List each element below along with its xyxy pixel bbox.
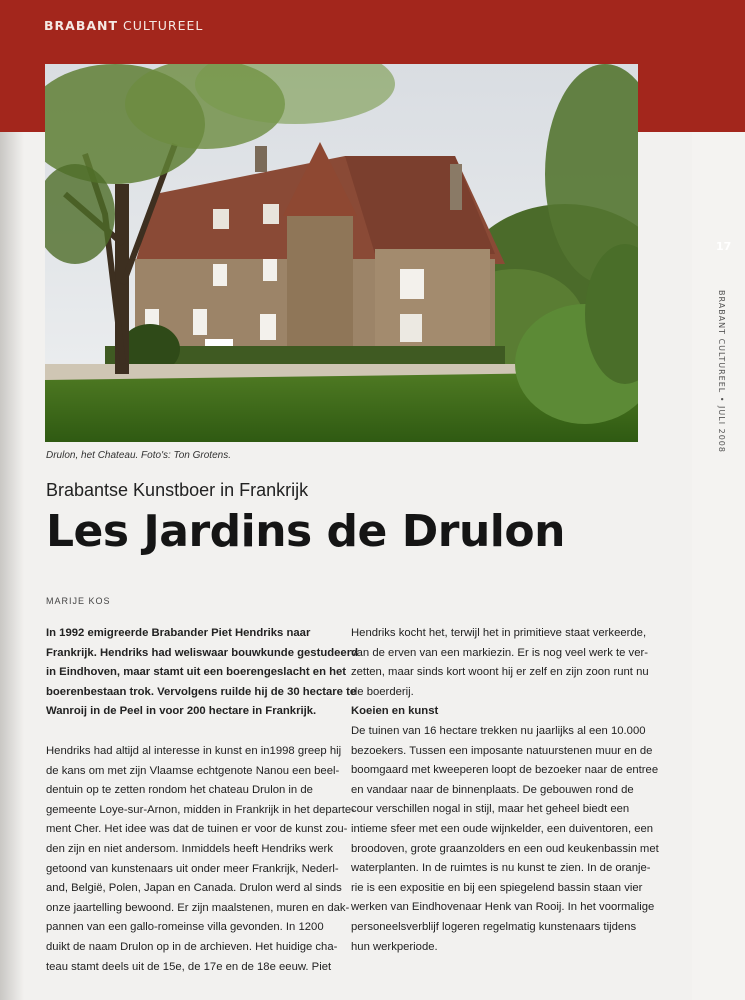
body-line: personeelsverblijf logeren regelmatig kunstenaars tijdens xyxy=(351,920,637,933)
body-line: intieme sfeer met een oude wijnkelder, een duiventoren, een xyxy=(351,822,654,835)
body-line: gemeente Loye-sur-Arnon, midden in Frankrijk in het departe- xyxy=(46,803,355,816)
body-line: pannen van een gallo-romeinse villa gevonden. In 1200 xyxy=(46,921,324,934)
left-column xyxy=(46,624,359,977)
body-line: de kans om met zijn Vlaamse echtgenote Nanou een beel- xyxy=(46,764,340,777)
body-line: waterplanten. In de ruimtes is nu kunst te zien. In de oranje- xyxy=(351,862,651,875)
lead-line: Frankrijk. Hendriks had weliswaar bouwkunde gestudeerd xyxy=(46,646,359,659)
lead-line: In 1992 emigreerde Brabander Piet Hendriks naar xyxy=(46,627,311,639)
body-line: hun werkperiode. xyxy=(351,940,438,953)
article-author: MARIJE KOS xyxy=(46,596,111,606)
chateau-illustration xyxy=(45,64,638,442)
body-paragraph-right-intro xyxy=(351,624,651,702)
section-subhead: Koeien en kunst xyxy=(351,705,439,718)
body-line: and, België, Polen, Japan en Canada. Drulon werd al sinds xyxy=(46,882,342,895)
body-line: boomgaard met kweeperen loopt de bezoeker naar de entree xyxy=(351,764,659,777)
body-line: de boerderij. xyxy=(351,685,414,698)
body-line: teau stamt deels uit de 15e, de 17e en de 18e eeuw. Piet xyxy=(46,960,332,973)
body-line: ment Cher. Het idee was dat de tuinen er voor de kunst zou- xyxy=(46,823,348,836)
body-line: Hendriks kocht het, terwijl het in primitieve staat verkeerde, xyxy=(351,627,647,639)
photo-caption: Drulon, het Chateau. Foto's: Ton Grotens. xyxy=(46,450,231,461)
lead-line: in Eindhoven, maar stamt uit een boerengeslacht en het xyxy=(46,666,347,679)
chateau-photo xyxy=(45,64,638,442)
body-line: onze jaartelling bewoond. Er zijn maalstenen, muren en dak- xyxy=(46,901,350,914)
body-line: cour verschillen nogal in stijl, maar het geheel biedt een xyxy=(351,803,630,816)
article-kicker: Brabantse Kunstboer in Frankrijk xyxy=(46,480,309,500)
brand-rest: CULTUREEL xyxy=(123,18,204,33)
article-title: Les Jardins de Drulon xyxy=(46,506,565,557)
body-line: den zijn en niet andersom. Inmiddels heeft Hendriks werk xyxy=(46,842,333,855)
magazine-header xyxy=(44,18,203,33)
body-line: duikt de naam Drulon op in de archieven. Het huidige cha- xyxy=(46,940,338,953)
body-line: van de erven van een markiezin. Er is nog veel werk te ver- xyxy=(351,646,648,659)
lead-line: boerenbestaan trok. Vervolgens ruilde hij de 30 hectare te xyxy=(46,685,357,698)
right-margin xyxy=(692,132,745,1000)
page-binding-shadow xyxy=(0,132,24,1000)
body-line: zetten, maar sinds kort woont hij er zelf en zijn zoon runt nu xyxy=(351,666,649,679)
body-line: broodoven, grote graanzolders en een oud keukenbassin met xyxy=(351,842,659,855)
brand-bold: BRABANT xyxy=(44,18,119,33)
page-number: 17 xyxy=(716,240,732,253)
body-line: De tuinen van 16 hectare trekken nu jaarlijks al een 10.000 xyxy=(351,724,646,737)
body-paragraph-right xyxy=(351,722,659,957)
body-line: rie is een expositie en bij een spiegelend bassin staan vier xyxy=(351,881,643,894)
right-column xyxy=(351,624,659,957)
body-paragraph-left xyxy=(46,742,355,977)
body-line: bezoekers. Tussen een imposante natuurstenen muur en de xyxy=(351,744,653,757)
lead-line: Wanroij in de Peel in voor 200 hectare in Frankrijk. xyxy=(46,705,317,718)
body-line: Hendriks had altijd al interesse in kunst en in1998 greep hij xyxy=(46,744,342,757)
lead-paragraph xyxy=(46,624,359,722)
body-line: werken van Eindhovenaar Henk van Rooij. In het voormalige xyxy=(351,901,655,914)
body-line: getoond van kunstenaars uit onder meer Frankrijk, Nederl- xyxy=(46,862,339,875)
body-line: en vandaar naar de binnenplaats. De gebouwen rond de xyxy=(351,783,634,796)
body-line: dentuin op te zetten rondom het chateau Drulon in de xyxy=(46,784,313,797)
running-head: BRABANT CULTUREEL • JULI 2008 xyxy=(717,290,726,453)
